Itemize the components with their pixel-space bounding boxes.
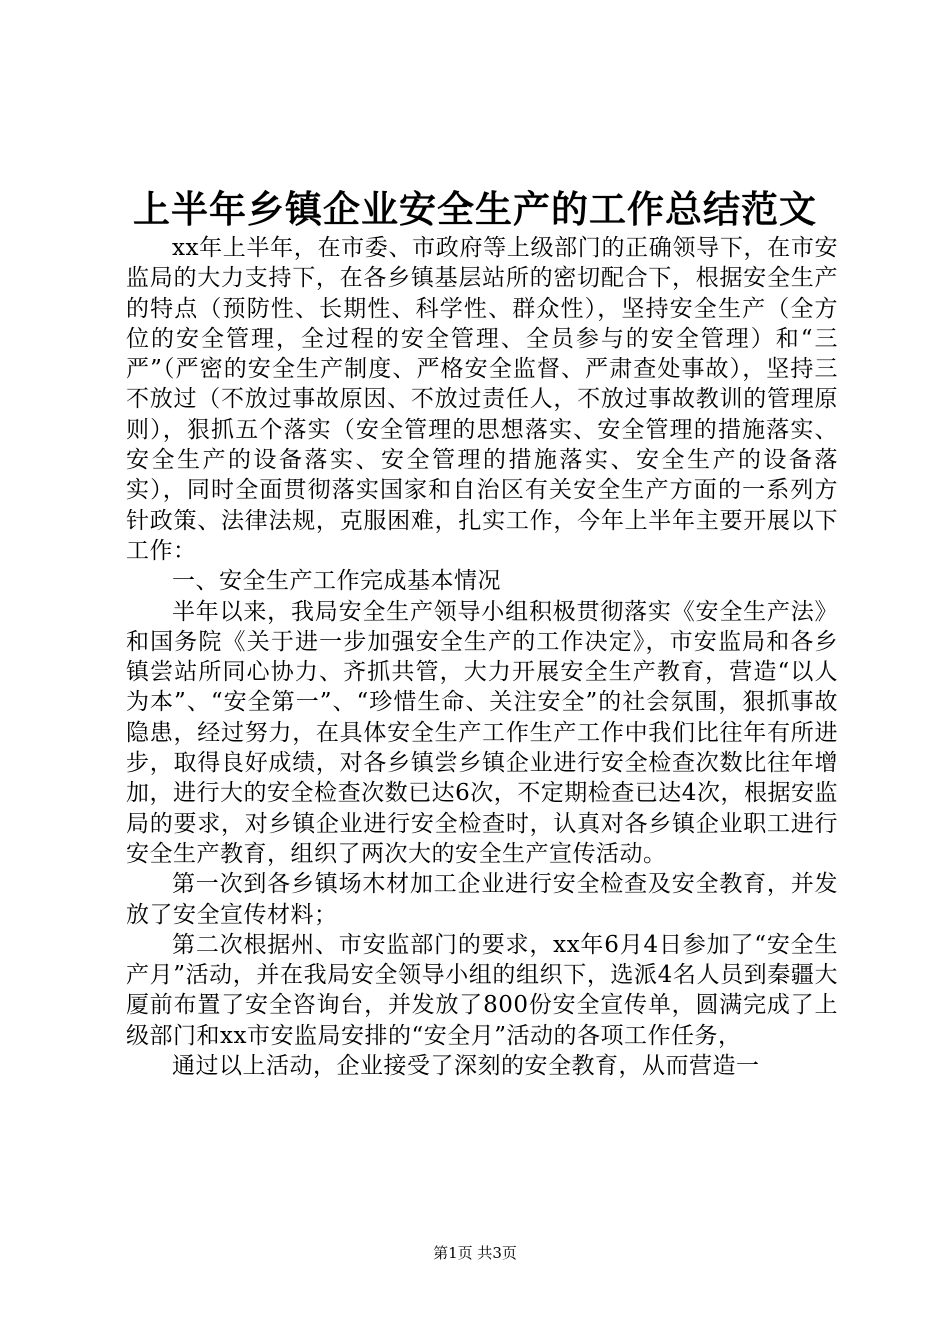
page-number-footer: 第1页 共3页 bbox=[433, 1244, 517, 1262]
paragraph-summary: 半年以来，我局安全生产领导小组积极贯彻落实《安全生产法》和国务院《关于进一步加强安全生产的工作决定》，市安监局和各乡镇尝站所同心协力、齐抓共管，大力开展安全生产教育，营造“以人为本”、“安全第一”、“珍惜生命、关注安全”的社会氛围，狠抓事故隐患，经过努力，在具体安全生产工作生产工作中我们比往年有所进步，取得良好成绩，对各乡镇尝乡镇企业进行安全检查次数比往年增加，进行大的安全检查次数已达6次，不定期检查已达4次，根据安监局的要求，对乡镇企业进行安全检查时，认真对各乡镇企业职工进行安全生产教育，组织了两次大的安全生产宣传活动。 bbox=[126, 598, 838, 867]
paragraph-intro: xx年上半年，在市委、市政府等上级部门的正确领导下，在市安监局的大力支持下，在各乡镇基层站所的密切配合下，根据安全生产的特点（预防性、长期性、科学性、群众性），坚持安全生产（全方位的安全管理，全过程的安全管理、全员参与的安全管理）和“三严”（严密的安全生产制度、严格安全监督、严肃查处事故），坚持三不放过（不放过事故原因、不放过责任人，不放过事故教训的管理原则），狠抓五个落实（安全管理的思想落实、安全管理的措施落实、安全生产的设备落实、安全管理的措施落实、安全生产的设备落实），同时全面贯彻落实国家和自治区有关安全生产方面的一系列方针政策、法律法规，克服困难，扎实工作，今年上半年主要开展以下工作： bbox=[126, 235, 838, 564]
section-heading: 一、安全生产工作完成基本情况 bbox=[172, 568, 501, 595]
paragraph-first-activity: 第一次到各乡镇场木材加工企业进行安全检查及安全教育，并发放了安全宣传材料； bbox=[126, 871, 838, 928]
document-body bbox=[126, 233, 838, 1081]
paragraph-second-activity: 第二次根据州、市安监部门的要求，xx年6月4日参加了“安全生产月”活动，并在我局安全领导小组的组织下，选派4名人员到秦疆大厦前布置了安全咨询台，并发放了800份安全宣传单，圆满完成了上级部门和xx市安监局安排的“安全月”活动的各项工作任务， bbox=[126, 931, 838, 1049]
document-title: 上半年乡镇企业安全生产的工作总结范文 bbox=[133, 187, 817, 231]
paragraph-conclusion: 通过以上活动，企业接受了深刻的安全教育，从而营造一 bbox=[172, 1053, 760, 1080]
